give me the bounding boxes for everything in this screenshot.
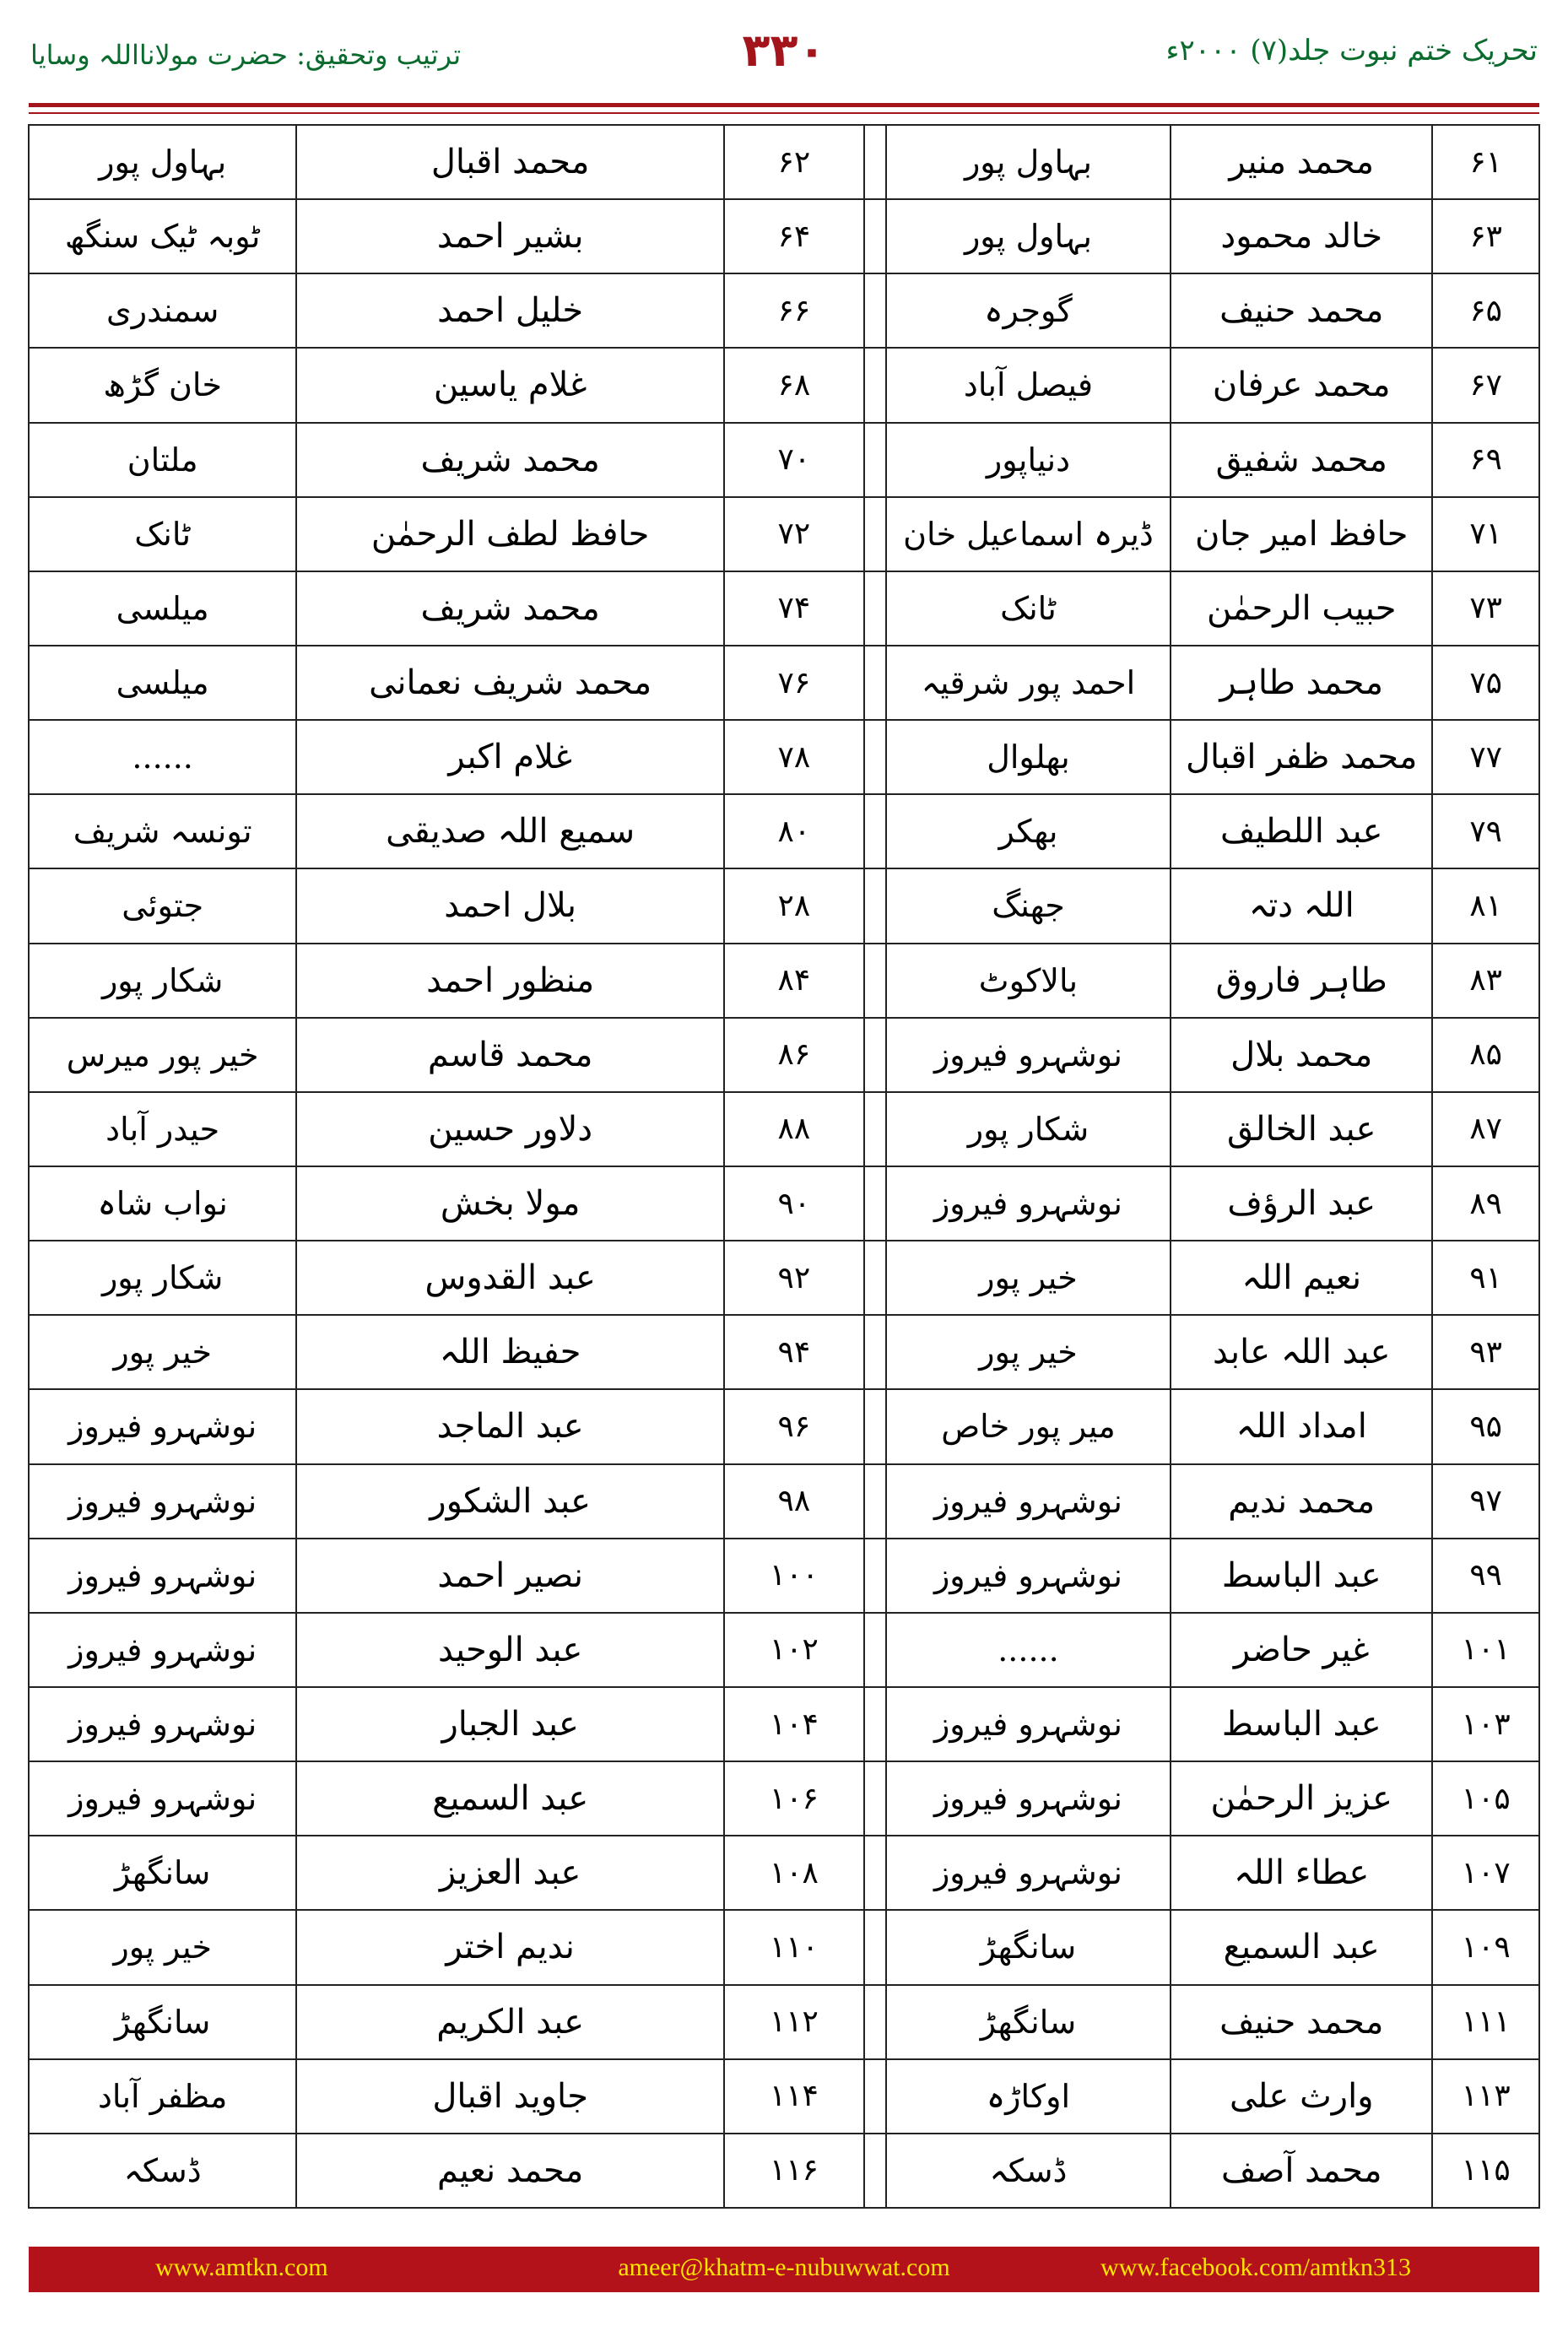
city: ٹانک xyxy=(886,571,1171,646)
participant-name: وارث علی xyxy=(1171,2059,1432,2134)
participant-name: محمد قاسم xyxy=(296,1018,724,1092)
table-row xyxy=(29,1910,1539,1984)
city: بہاول پور xyxy=(29,125,296,199)
participant-name: عبد الکریم xyxy=(296,1985,724,2059)
participant-name: محمد شفیق xyxy=(1171,423,1432,497)
city: شکار پور xyxy=(29,944,296,1018)
participant-name: خالد محمود xyxy=(1171,199,1432,273)
table-row xyxy=(29,199,1539,273)
compiler-credit: ترتیب وتحقیق: حضرت مولانااللہ وسایا xyxy=(30,39,462,71)
column-divider xyxy=(864,1241,886,1315)
serial-number: ۷۴ xyxy=(724,571,864,646)
header-rule-thin xyxy=(29,112,1539,114)
serial-number: ۹۱ xyxy=(1432,1241,1539,1315)
table-row xyxy=(29,1092,1539,1166)
serial-number: ۷۲ xyxy=(724,497,864,571)
city: میر پور خاص xyxy=(886,1389,1171,1463)
serial-number: ۹۴ xyxy=(724,1315,864,1389)
serial-number: ۱۰۲ xyxy=(724,1613,864,1687)
page-number: ۳۳۰ xyxy=(742,24,826,77)
serial-number: ۸۴ xyxy=(724,944,864,1018)
participant-name: عبد الشکور xyxy=(296,1464,724,1539)
city: خیر پور xyxy=(29,1910,296,1984)
serial-number: ۱۰۸ xyxy=(724,1836,864,1910)
serial-number: ۹۰ xyxy=(724,1166,864,1241)
serial-number: ۱۱۴ xyxy=(724,2059,864,2134)
table-row xyxy=(29,1687,1539,1761)
table-row xyxy=(29,1166,1539,1241)
participant-name: عبد اللہ عابد xyxy=(1171,1315,1432,1389)
city: شکار پور xyxy=(29,1241,296,1315)
serial-number: ۶۱ xyxy=(1432,125,1539,199)
city: گوجرہ xyxy=(886,273,1171,348)
participant-name: محمد اقبال xyxy=(296,125,724,199)
participant-name: ندیم اختر xyxy=(296,1910,724,1984)
city: نوشہرو فیروز xyxy=(29,1389,296,1463)
serial-number: ۷۶ xyxy=(724,646,864,720)
column-divider xyxy=(864,646,886,720)
column-divider xyxy=(864,199,886,273)
participant-name: محمد ندیم xyxy=(1171,1464,1432,1539)
city: شکار پور xyxy=(886,1092,1171,1166)
table-row xyxy=(29,794,1539,868)
table-row xyxy=(29,1539,1539,1613)
city: ڈیرہ اسماعیل خان xyxy=(886,497,1171,571)
city: تونسہ شریف xyxy=(29,794,296,868)
header-rule-thick xyxy=(29,103,1539,107)
serial-number: ۷۳ xyxy=(1432,571,1539,646)
participant-name: عزیز الرحمٰن xyxy=(1171,1761,1432,1836)
serial-number: ۱۰۴ xyxy=(724,1687,864,1761)
participant-name: محمد حنیف xyxy=(1171,273,1432,348)
serial-number: ۱۱۲ xyxy=(724,1985,864,2059)
serial-number: ۱۰۹ xyxy=(1432,1910,1539,1984)
participant-name: عبد السمیع xyxy=(1171,1910,1432,1984)
footer-email[interactable]: ameer@khatm-e-nubuwwat.com xyxy=(618,2253,950,2281)
participant-name: عبد الماجد xyxy=(296,1389,724,1463)
table-row xyxy=(29,423,1539,497)
serial-number: ۹۷ xyxy=(1432,1464,1539,1539)
column-divider xyxy=(864,348,886,422)
participant-name: عبد العزیز xyxy=(296,1836,724,1910)
serial-number: ۱۰۶ xyxy=(724,1761,864,1836)
city: نوشہرو فیروز xyxy=(886,1464,1171,1539)
city: فیصل آباد xyxy=(886,348,1171,422)
serial-number: ۱۱۳ xyxy=(1432,2059,1539,2134)
city: ڈسکہ xyxy=(886,2134,1171,2208)
participant-name: غلام یاسین xyxy=(296,348,724,422)
serial-number: ۷۸ xyxy=(724,720,864,794)
city: نوشہرو فیروز xyxy=(29,1761,296,1836)
participant-name: حافظ امیر جان xyxy=(1171,497,1432,571)
table-row xyxy=(29,125,1539,199)
participant-name: جاوید اقبال xyxy=(296,2059,724,2134)
serial-number: ۷۰ xyxy=(724,423,864,497)
table-row xyxy=(29,1241,1539,1315)
table-row xyxy=(29,1836,1539,1910)
table-row xyxy=(29,571,1539,646)
participant-name: نعیم اللہ xyxy=(1171,1241,1432,1315)
column-divider xyxy=(864,497,886,571)
city: نوشہرو فیروز xyxy=(886,1836,1171,1910)
serial-number: ۶۶ xyxy=(724,273,864,348)
serial-number: ۷۱ xyxy=(1432,497,1539,571)
city: بہاول پور xyxy=(886,199,1171,273)
table-row xyxy=(29,348,1539,422)
city: نوشہرو فیروز xyxy=(29,1539,296,1613)
page-footer xyxy=(29,2247,1539,2292)
participant-name: حبیب الرحمٰن xyxy=(1171,571,1432,646)
participant-name: محمد نعیم xyxy=(296,2134,724,2208)
table-row xyxy=(29,1985,1539,2059)
city: سانگھڑ xyxy=(29,1836,296,1910)
table-row xyxy=(29,2134,1539,2208)
city: ...... xyxy=(886,1613,1171,1687)
column-divider xyxy=(864,1985,886,2059)
participant-name: محمد شریف xyxy=(296,423,724,497)
serial-number: ۱۱۱ xyxy=(1432,1985,1539,2059)
column-divider xyxy=(864,1613,886,1687)
participant-name: محمد منیر xyxy=(1171,125,1432,199)
city: خیر پور xyxy=(29,1315,296,1389)
serial-number: ۶۵ xyxy=(1432,273,1539,348)
city: نوشہرو فیروز xyxy=(886,1539,1171,1613)
book-title: تحریک ختم نبوت جلد(۷) ۲۰۰۰ء xyxy=(1165,34,1538,68)
participant-name: محمد حنیف xyxy=(1171,1985,1432,2059)
city: میلسی xyxy=(29,646,296,720)
serial-number: ۹۸ xyxy=(724,1464,864,1539)
participant-name: سمیع اللہ صدیقی xyxy=(296,794,724,868)
serial-number: ۹۵ xyxy=(1432,1389,1539,1463)
city: جتوئی xyxy=(29,868,296,943)
participant-name: غلام اکبر xyxy=(296,720,724,794)
column-divider xyxy=(864,1315,886,1389)
city: اوکاڑہ xyxy=(886,2059,1171,2134)
column-divider xyxy=(864,1687,886,1761)
table-row xyxy=(29,720,1539,794)
table-row xyxy=(29,1389,1539,1463)
serial-number: ۱۱۶ xyxy=(724,2134,864,2208)
serial-number: ۶۷ xyxy=(1432,348,1539,422)
city: حیدر آباد xyxy=(29,1092,296,1166)
column-divider xyxy=(864,720,886,794)
participant-name: عبد السمیع xyxy=(296,1761,724,1836)
table-row xyxy=(29,1613,1539,1687)
city: نوشہرو فیروز xyxy=(886,1166,1171,1241)
footer-website[interactable]: www.amtkn.com xyxy=(155,2253,328,2281)
column-divider xyxy=(864,1539,886,1613)
column-divider xyxy=(864,1836,886,1910)
city: دنیاپور xyxy=(886,423,1171,497)
city: ملتان xyxy=(29,423,296,497)
table-row xyxy=(29,1464,1539,1539)
city: بہاول پور xyxy=(886,125,1171,199)
city: ...... xyxy=(29,720,296,794)
serial-number: ۱۰۳ xyxy=(1432,1687,1539,1761)
city: بھلوال xyxy=(886,720,1171,794)
participant-name: خلیل احمد xyxy=(296,273,724,348)
participant-name: عبد الخالق xyxy=(1171,1092,1432,1166)
participant-name: محمد شریف xyxy=(296,571,724,646)
participant-name: عبد الباسط xyxy=(1171,1687,1432,1761)
participant-name: دلاور حسین xyxy=(296,1092,724,1166)
serial-number: ۷۹ xyxy=(1432,794,1539,868)
participant-name: عطاء اللہ xyxy=(1171,1836,1432,1910)
serial-number: ۷۵ xyxy=(1432,646,1539,720)
participant-name: عبد الوحید xyxy=(296,1613,724,1687)
table-row xyxy=(29,2059,1539,2134)
serial-number: ۸۰ xyxy=(724,794,864,868)
footer-facebook[interactable]: www.facebook.com/amtkn313 xyxy=(1100,2253,1411,2281)
serial-number: ۱۰۱ xyxy=(1432,1613,1539,1687)
city: ٹانک xyxy=(29,497,296,571)
city: میلسی xyxy=(29,571,296,646)
participant-name: عبد القدوس xyxy=(296,1241,724,1315)
serial-number: ۶۳ xyxy=(1432,199,1539,273)
serial-number: ۹۹ xyxy=(1432,1539,1539,1613)
column-divider xyxy=(864,794,886,868)
serial-number: ۲۸ xyxy=(724,868,864,943)
column-divider xyxy=(864,1464,886,1539)
city: احمد پور شرقیہ xyxy=(886,646,1171,720)
city: خان گڑھ xyxy=(29,348,296,422)
city: نوشہرو فیروز xyxy=(29,1613,296,1687)
serial-number: ۸۱ xyxy=(1432,868,1539,943)
column-divider xyxy=(864,1092,886,1166)
column-divider xyxy=(864,571,886,646)
participant-name: مولا بخش xyxy=(296,1166,724,1241)
table-row xyxy=(29,273,1539,348)
page-header xyxy=(0,0,1568,110)
city: خیر پور میرس xyxy=(29,1018,296,1092)
city: سانگھڑ xyxy=(886,1910,1171,1984)
serial-number: ۶۲ xyxy=(724,125,864,199)
participant-name: حافظ لطف الرحمٰن xyxy=(296,497,724,571)
serial-number: ۱۱۰ xyxy=(724,1910,864,1984)
participant-name: امداد اللہ xyxy=(1171,1389,1432,1463)
serial-number: ۶۹ xyxy=(1432,423,1539,497)
serial-number: ۱۱۵ xyxy=(1432,2134,1539,2208)
participant-name: بلال احمد xyxy=(296,868,724,943)
participant-name: عبد الجبار xyxy=(296,1687,724,1761)
city: جھنگ xyxy=(886,868,1171,943)
table-row xyxy=(29,646,1539,720)
serial-number: ۸۳ xyxy=(1432,944,1539,1018)
participant-name: اللہ دتہ xyxy=(1171,868,1432,943)
participant-name: نصیر احمد xyxy=(296,1539,724,1613)
serial-number: ۸۷ xyxy=(1432,1092,1539,1166)
participant-name: محمد عرفان xyxy=(1171,348,1432,422)
participant-name: محمد بلال xyxy=(1171,1018,1432,1092)
serial-number: ۱۰۵ xyxy=(1432,1761,1539,1836)
participant-name: عبد الرؤف xyxy=(1171,1166,1432,1241)
column-divider xyxy=(864,125,886,199)
participant-name: محمد شریف نعمانی xyxy=(296,646,724,720)
city: سمندری xyxy=(29,273,296,348)
table-row xyxy=(29,1315,1539,1389)
column-divider xyxy=(864,2059,886,2134)
column-divider xyxy=(864,1761,886,1836)
city: بالاکوٹ xyxy=(886,944,1171,1018)
serial-number: ۶۸ xyxy=(724,348,864,422)
city: سانگھڑ xyxy=(29,1985,296,2059)
participant-name: طاہر فاروق xyxy=(1171,944,1432,1018)
participant-name: عبد الباسط xyxy=(1171,1539,1432,1613)
participant-name: محمد طاہر xyxy=(1171,646,1432,720)
table-row xyxy=(29,497,1539,571)
participant-name: محمد ظفر اقبال xyxy=(1171,720,1432,794)
serial-number: ۹۳ xyxy=(1432,1315,1539,1389)
column-divider xyxy=(864,1018,886,1092)
city: نوشہرو فیروز xyxy=(29,1687,296,1761)
city: مظفر آباد xyxy=(29,2059,296,2134)
attendance-table xyxy=(28,124,1540,2209)
serial-number: ۸۶ xyxy=(724,1018,864,1092)
city: نوشہرو فیروز xyxy=(886,1018,1171,1092)
column-divider xyxy=(864,1389,886,1463)
serial-number: ۸۹ xyxy=(1432,1166,1539,1241)
serial-number: ۹۲ xyxy=(724,1241,864,1315)
city: ٹوبہ ٹیک سنگھ xyxy=(29,199,296,273)
participant-name: عبد اللطیف xyxy=(1171,794,1432,868)
participant-name: غیر حاضر xyxy=(1171,1613,1432,1687)
serial-number: ۷۷ xyxy=(1432,720,1539,794)
table-row xyxy=(29,944,1539,1018)
city: سانگھڑ xyxy=(886,1985,1171,2059)
table-row xyxy=(29,1761,1539,1836)
column-divider xyxy=(864,944,886,1018)
table-row xyxy=(29,1018,1539,1092)
city: خیر پور xyxy=(886,1315,1171,1389)
column-divider xyxy=(864,2134,886,2208)
serial-number: ۸۵ xyxy=(1432,1018,1539,1092)
table-row xyxy=(29,868,1539,943)
city: خیر پور xyxy=(886,1241,1171,1315)
serial-number: ۱۰۰ xyxy=(724,1539,864,1613)
serial-number: ۶۴ xyxy=(724,199,864,273)
participant-name: بشیر احمد xyxy=(296,199,724,273)
participant-name: حفیظ اللہ xyxy=(296,1315,724,1389)
city: نوشہرو فیروز xyxy=(29,1464,296,1539)
column-divider xyxy=(864,1910,886,1984)
city: نواب شاہ xyxy=(29,1166,296,1241)
participant-name: منظور احمد xyxy=(296,944,724,1018)
city: بھکر xyxy=(886,794,1171,868)
serial-number: ۹۶ xyxy=(724,1389,864,1463)
city: ڈسکہ xyxy=(29,2134,296,2208)
serial-number: ۸۸ xyxy=(724,1092,864,1166)
city: نوشہرو فیروز xyxy=(886,1761,1171,1836)
table-body xyxy=(29,125,1539,2208)
serial-number: ۱۰۷ xyxy=(1432,1836,1539,1910)
column-divider xyxy=(864,423,886,497)
column-divider xyxy=(864,1166,886,1241)
column-divider xyxy=(864,868,886,943)
column-divider xyxy=(864,273,886,348)
participant-name: محمد آصف xyxy=(1171,2134,1432,2208)
city: نوشہرو فیروز xyxy=(886,1687,1171,1761)
